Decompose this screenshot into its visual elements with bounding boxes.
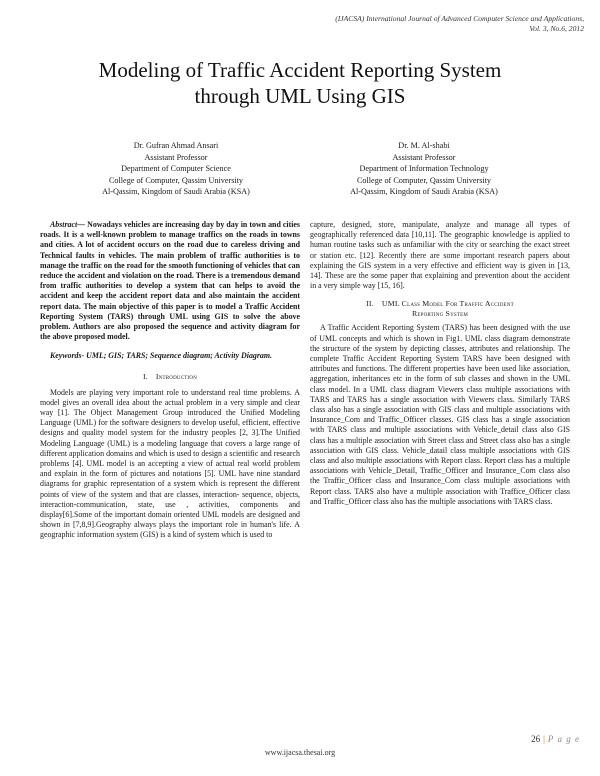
paper-title [30, 57, 570, 109]
page-number [531, 734, 580, 744]
section-heading-line-2: Reporting System [411, 309, 469, 319]
author-block-2 [294, 140, 554, 198]
author-role: Assistant Professor [144, 152, 208, 162]
abstract-text: Nowadays vehicles are increasing day by day in town and cities roads. It is a well-known problem to manage traffics on the roads in towns and cities. A lot of accident occurs on the road due to careless driving and Technical faults in vehicles. The main problem of traffic authorities is to manage the traffic on the road for the smooth functioning of vehicles that can reduce the accident and violation on the road. There is a tremendous demand from traffic authorities to develop a system that can helps to avoid the accident and keep the accident report data and also maintain the accident report data. The main objective of this paper is to model a Traffic Accident Reporting System (TARS) through UML using GIS to solve the above problem. Authors are also proposed the sequence and activity diagram for the above proposed model. [40, 220, 300, 342]
author-location: Al-Qassim, Kingdom of Saudi Arabia (KSA) [350, 187, 498, 197]
journal-volume: Vol. 3, No.6, 2012 [529, 24, 584, 33]
title-line-1: Modeling of Traffic Accident Reporting System [98, 58, 502, 82]
introduction-paragraph: Models are playing very important role to understand real time problems. A model gives an overall idea about the actual problem in a very simple and clear way [1]. The Object Management Group introduced the Unified Modeling Language (UML) for the software designers to develop useful, efficient, effective designs and quality model system for the industry peoples [2, 3].The Unified Modeling Language (UML) is a modeling language that covers a large range of different application domains and which is used to design a scientific and research problems [4]. UML model is an accepting a view of actual real world problem and explain in the form of pictures and notations [5]. UML have nine standard diagrams for graphic representation of a system which is represent the different points of view of the system and that are classes, interaction- sequence, objects, interaction-communication, state, use , activities, components and display[6].Some of the important domain oriented UML models are designed and shown in [7,8,9].Geography always plays the important role in human's life. A geographic information system (GIS) is a kind of system which is used to [40, 387, 300, 540]
page-number-value: 26 [531, 734, 541, 744]
page-label: P a g e [547, 734, 580, 744]
left-column [40, 220, 300, 541]
keywords-text: UML; GIS; TARS; Sequence diagram; Activity Diagram. [84, 351, 272, 361]
section-heading-introduction: I. Introduction [142, 371, 198, 381]
author-department: Department of Information Technology [359, 164, 489, 174]
abstract [40, 220, 300, 342]
right-column [310, 220, 570, 507]
keywords-label: Keywords- [50, 351, 85, 361]
author-role: Assistant Professor [392, 152, 456, 162]
author-college: College of Computer, Qassim University [108, 175, 244, 185]
section-heading-uml-class-model [310, 299, 570, 319]
introduction-continued-paragraph: capture, designed, store, manipulate, analyze and manage all types of geographically referenced data [10,11]. The geographic knowledge is applied to human routine tasks such as unfamiliar with the city or searching the exact street or station etc. [12]. Recently there are some important research papers about explaining the GIS system in a very effective and efficient way is given in [13, 14]. These are the some paper that explaining and prevention about the accident in a very simple way [15, 16]. [310, 220, 570, 291]
author-name: Dr. M. Al-shabi [398, 141, 450, 150]
uml-class-model-paragraph: A Traffic Accident Reporting System (TARS) has been designed with the use of UML concepts and which is shown in Fig1. UML class diagram demonstrate the structure of the system by depicting classes, attributes and relationship. The complete Traffic Accident Reporting System TARS have been designed with attributes and functions. The different properties have been used like association, aggregation, inheritances etc in the form of sub classes and shown in the UML class model. In a UML class diagram Viewers class multiple associations with TARS and TARS has a single association with Viewers class. Similarly TARS class also has a single association with GIS class and multiple associations with Insurance_Com and Traffic_Officer classes. GIS class has a single association with TARS class and multiple associations with Vehicle_detail class also GIS class has a multiple association with Street class and Street class also has a single association with GIS class. Vehicle_datail class multiple associations with GIS class and also multiple associations with Report class. Report class has a multiple associations with Vehicle_Detail, Traffic_Officer and Insurance_Com class also the Traffic_Officer class and Insurance_Com class multiple associations with Report class. TARS also have a multiple association with Traffice_Officer class and Traffic_Officer class also has the multiple associations with TARS class. [310, 323, 570, 506]
abstract-label: Abstract— [50, 220, 86, 229]
author-name: Dr. Gufran Ahmad Ansari [133, 141, 219, 150]
author-department: Department of Computer Science [121, 164, 231, 174]
title-line-2: through UML Using GIS [194, 84, 406, 108]
journal-header [254, 14, 584, 34]
author-block-1 [46, 140, 306, 198]
keywords [40, 351, 300, 361]
author-location: Al-Qassim, Kingdom of Saudi Arabia (KSA) [102, 187, 250, 197]
footer-website: www.ijacsa.thesai.org [264, 748, 336, 757]
section-heading-line-1: II. UML Class Model For Traffic Accident [366, 299, 514, 309]
page-number-separator: | [543, 734, 545, 744]
journal-name: (IJACSA) International Journal of Advanced Computer Science and Applications, [335, 14, 584, 23]
author-college: College of Computer, Qassim University [356, 175, 492, 185]
